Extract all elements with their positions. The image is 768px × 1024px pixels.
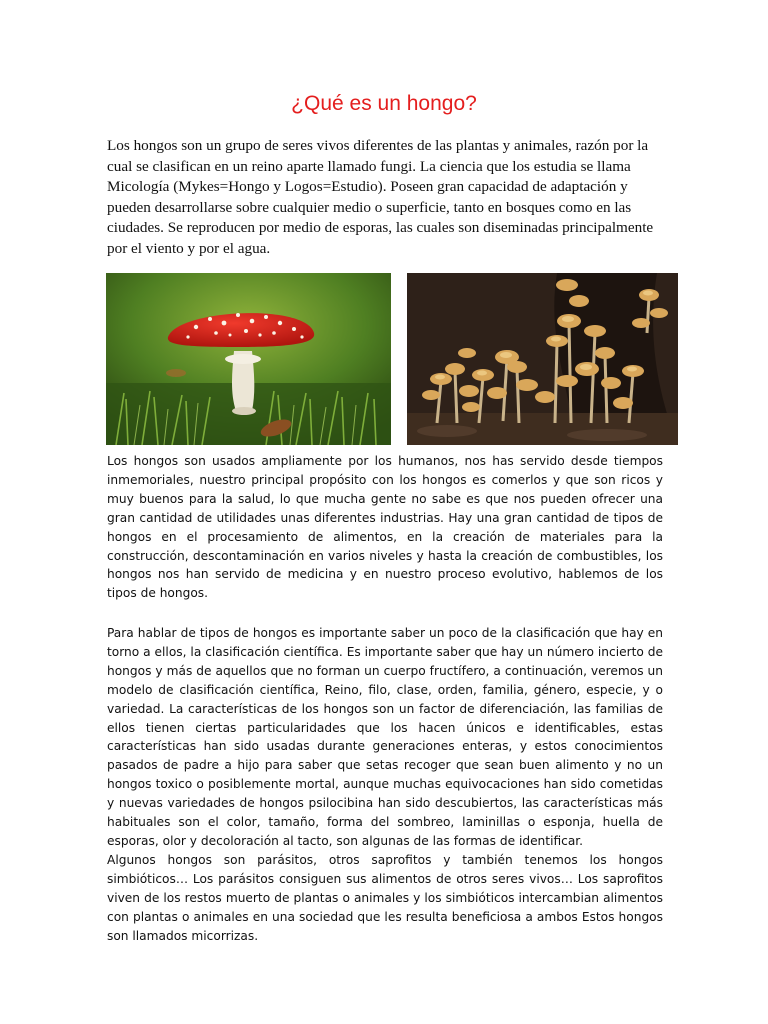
page-title: ¿Qué es un hongo? [291,92,477,115]
fly-agaric-photo [106,273,391,445]
mushroom-cluster-photo [407,273,678,445]
body-paragraph-types: Algunos hongos son parásitos, otros saprofitos y también tenemos los hongos simbióticos… Los parásitos consiguen sus alimentos de otros seres vivos… Los saprofitos viven de los restos muerto de plantas o animales y los simbióticos intercambian alimentos con plantas o animales en una sociedad que les resulta beneficiosa a ambos Estos hongos son llamados micorrizas. [107,853,663,943]
intro-paragraph: Los hongos son un grupo de seres vivos diferentes de las plantas y animales, razón por la cual se clasifican en un reino aparte llamado fungi. La ciencia que los estudia se llama Micología (Mykes=Hongo y Logos=Estudio). Poseen gran capacidad de adaptación y pueden desarrollarse sobre cualquier medio o superficie, tanto en bosques como en las ciudades. Se reproducen por medio de esporas, las cuales son diseminadas principalmente por el viento y por el agua. [107,137,654,257]
body-paragraph-classification: Para hablar de tipos de hongos es importante saber un poco de la clasificación que hay en torno a ellos, la clasificación científica. Es importante saber que hay un número incierto de hongos y más de aquellos que no forman un cuerpo fructífero, a continuación, veremos un modelo de clasificación científica, Reino, filo, clase, orden, familia, género, especie, y o variedad. La características de los hongos son un factor de diferenciación, las familias de ellos tienen ciertas particularidades que los hacen únicos e identificables, estas características han sido usadas durante generaciones enteras, y estos conocimientos pasados de padre a hijo para saber que setas recoger que sean buen alimento y no un hongos toxico o posiblemente mortal, aunque muchas equivocaciones han sido cometidas y nuevas variedades de hongos psilocibina han sido descubiertos, las características más habituales son el color, tamaño, forma del sombreo, laminillas o esponja, huella de esporas, olor y decoloración al tacto, son algunas de las formas de identificar. [107,626,663,848]
body-paragraph-uses: Los hongos son usados ampliamente por los humanos, nos has servido desde tiempos inmemoriales, nuestro principal propósito con los hongos es comerlos y que son ricos y muy buenos para la salud, lo que mucha gente no sabe es que nos pueden ofrecer una gran cantidad de utilidades unas diferentes industrias. Hay una gran cantidad de tipos de hongos en el procesamiento de alimentos, en la creación de materiales para la construcción, descontaminación en varios niveles y hasta la creación de combustibles, los hongos nos han servido de medicina y en nuestro proceso evolutivo, hablemos de los tipos de hongos. [107,454,663,601]
